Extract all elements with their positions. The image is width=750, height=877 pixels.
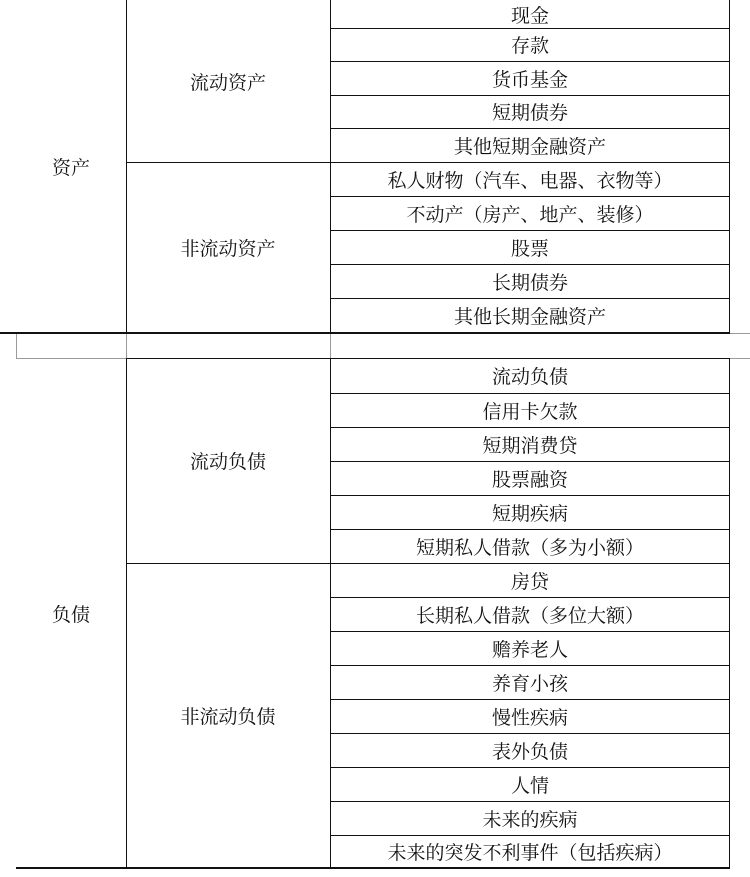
grid-line (730, 333, 750, 334)
grid-line (330, 333, 331, 358)
table-cell-item: 养育小孩 (491, 672, 568, 695)
grid-line (16, 333, 17, 358)
table-cell-item: 表外负债 (491, 740, 568, 763)
category-liabilities-label: 负债 (51, 603, 90, 626)
table-cell-item: 其他长期金融资产 (453, 305, 606, 328)
table-cell-item: 短期私人借款（多为小额） (415, 536, 644, 559)
table-cell-item: 股票融资 (491, 468, 568, 491)
table-cell-item: 货币基金 (491, 68, 568, 91)
table-cell-item: 短期债券 (491, 102, 568, 124)
table-cell-item: 慢性疾病 (491, 706, 568, 729)
table-cell-item: 长期债券 (491, 271, 568, 294)
section-divider (0, 332, 730, 334)
table-cell-item: 未来的突发不利事件（包括疾病） (387, 842, 673, 864)
table-cell-item: 私人财物（汽车、电器、衣物等） (387, 169, 673, 192)
category-assets-label: 资产 (51, 156, 90, 179)
table-cell-item: 现金 (510, 4, 549, 27)
grid-line (126, 333, 127, 358)
table-cell-item: 人情 (510, 774, 549, 797)
subcategory-current-assets-label: 流动资产 (189, 71, 266, 94)
table-cell-item: 房贷 (510, 570, 549, 593)
subcategory-current-liabilities-label: 流动负债 (189, 451, 266, 473)
table-cell-item: 存款 (510, 35, 549, 57)
table-cell-item: 短期消费贷 (482, 434, 578, 457)
subcategory-non-current-assets-label: 非流动资产 (180, 237, 276, 260)
table-cell-item: 信用卡欠款 (482, 400, 578, 423)
table-cell-item: 股票 (510, 237, 549, 260)
table-cell-item: 短期疾病 (491, 502, 568, 525)
subcategory-non-current-liabilities-label: 非流动负债 (180, 706, 276, 728)
table-cell-item: 其他短期金融资产 (453, 135, 606, 158)
table-cell-item: 不动产（房产、地产、装修） (406, 203, 654, 226)
table-cell-item: 长期私人借款（多位大额） (415, 604, 644, 627)
table-cell-item: 未来的疾病 (482, 808, 578, 831)
table-cell-item: 赡养老人 (491, 638, 568, 661)
table-cell-item: 流动负债 (491, 366, 568, 388)
